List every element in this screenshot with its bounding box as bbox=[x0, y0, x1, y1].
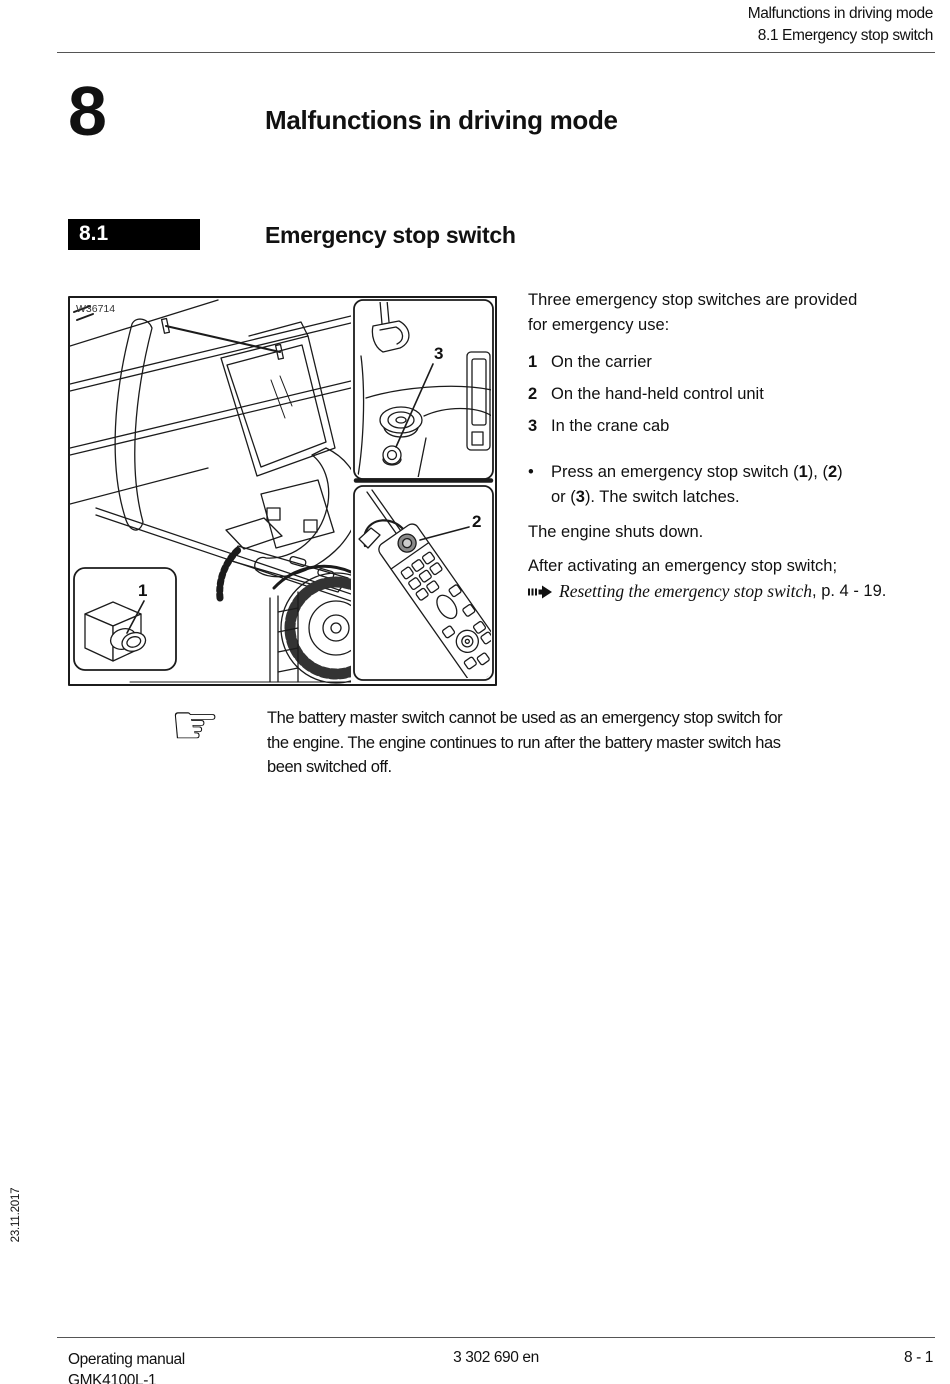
header-rule bbox=[57, 52, 935, 53]
chapter-number: 8 bbox=[68, 72, 105, 150]
inset-carrier-button bbox=[74, 568, 176, 670]
page-header bbox=[748, 3, 933, 47]
bullet-line-2: or (3). The switch latches. bbox=[551, 488, 740, 506]
list-item-number: 2 bbox=[528, 385, 538, 403]
intro-paragraph bbox=[528, 288, 940, 338]
list-item-text: In the crane cab bbox=[551, 417, 670, 435]
engine-status-text: The engine shuts down. bbox=[528, 523, 704, 541]
bullet-line-1: Press an emergency stop switch (1), (2) bbox=[551, 463, 843, 481]
print-date-vertical: 23.11.2017 bbox=[10, 1187, 22, 1243]
figure-ref-code: W36714 bbox=[76, 303, 116, 315]
note-line-3: been switched off. bbox=[267, 758, 392, 776]
footer-document-number: 3 302 690 en bbox=[453, 1349, 539, 1366]
list-item-text: On the carrier bbox=[551, 353, 652, 371]
pointing-hand-icon: ☞ bbox=[170, 693, 221, 758]
bullet-marker: • bbox=[528, 463, 534, 481]
list-item-number: 3 bbox=[528, 417, 538, 435]
header-line-1: Malfunctions in driving mode bbox=[747, 5, 933, 22]
section-number-badge: 8.1 bbox=[68, 219, 200, 250]
cross-reference-arrow-icon bbox=[528, 585, 552, 599]
cross-reference bbox=[528, 579, 940, 604]
header-line-2: 8.1 Emergency stop switch bbox=[757, 27, 933, 44]
list-item-number: 1 bbox=[528, 353, 538, 371]
footer-rule bbox=[57, 1337, 935, 1338]
intro-line-1: Three emergency stop switches are provided bbox=[528, 291, 858, 309]
cross-reference-page: , p. 4 - 19. bbox=[812, 582, 887, 600]
callout-3: 3 bbox=[434, 344, 444, 363]
list-item bbox=[528, 414, 940, 439]
inset-crane-cab bbox=[354, 300, 493, 481]
footer-page-number: 8 - 1 bbox=[903, 1349, 933, 1366]
footer-doc-type: Operating manual bbox=[68, 1351, 185, 1368]
note-paragraph bbox=[267, 706, 939, 780]
body-text-column bbox=[528, 288, 940, 604]
bullet-text bbox=[551, 460, 843, 510]
list-item bbox=[528, 350, 940, 375]
figure-emergency-stop-switches bbox=[68, 296, 497, 686]
legend-list bbox=[528, 350, 940, 439]
after-activating-text: After activating an emergency stop switch; bbox=[528, 557, 838, 575]
list-item-text: On the hand-held control unit bbox=[551, 385, 764, 403]
inset-handheld-control bbox=[354, 486, 497, 686]
note-line-1: The battery master switch cannot be used as an emergency stop switch for bbox=[267, 709, 783, 727]
callout-1: 1 bbox=[138, 581, 148, 600]
instruction-bullet bbox=[528, 460, 940, 510]
chapter-title: Malfunctions in driving mode bbox=[265, 105, 618, 135]
section-title: Emergency stop switch bbox=[265, 222, 516, 248]
list-item bbox=[528, 382, 940, 407]
callout-2: 2 bbox=[472, 512, 482, 531]
note-line-2: the engine. The engine continues to run after the battery master switch has bbox=[267, 733, 781, 752]
cross-reference-title: Resetting the emergency stop switch bbox=[559, 581, 813, 601]
intro-line-2: for emergency use: bbox=[528, 316, 670, 334]
footer-model: GMK4100L-1 bbox=[68, 1372, 157, 1384]
